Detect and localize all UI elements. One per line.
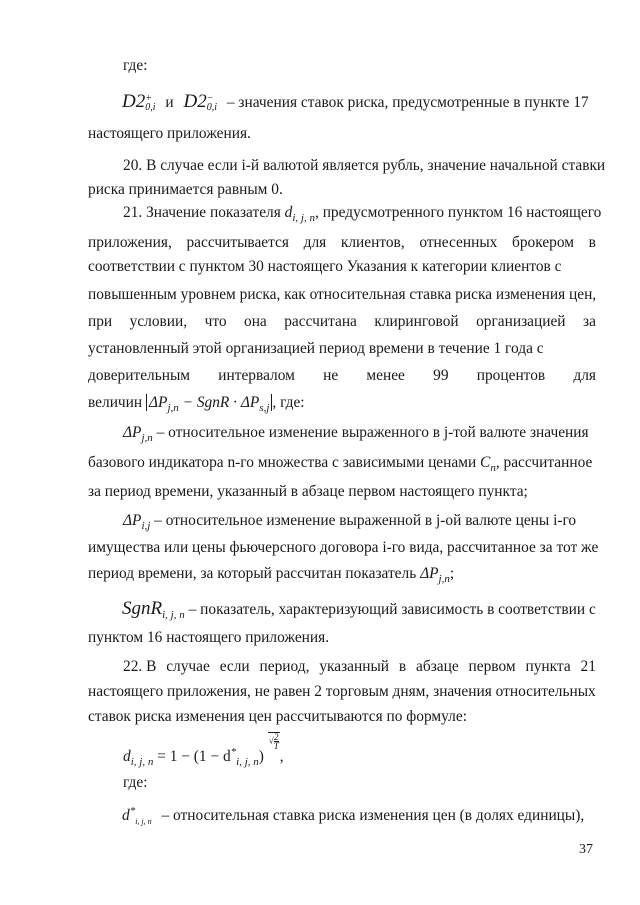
paragraph-line: настоящего приложения. [88,125,251,142]
where-label-2: где: [123,774,148,791]
d-ijn-symbol: $d_{i, j, n}$ [284,204,315,225]
where-label: где: [123,57,148,74]
paragraph-22-line-2: настоящего приложения, не равен 2 торговым дням, значения относительных [88,683,596,700]
paragraph-21-line-7: доверительным интервалом не менее 99 процентов для [88,367,596,384]
and-word: и [165,94,174,111]
delta-p-jn-definition: $\Delta P_{j,n}$ – относительное изменение выраженного в j-той валюте значения [123,424,589,445]
delta-p-ij-definition-line-2: имущества или цены фьючерсного договора i-го вида, рассчитанное за тот же [88,539,599,556]
paragraph-21-line-3: соответствии с пунктом 30 настоящего Указания к категории клиентов с [88,258,562,275]
paragraph-22-line-3: ставок риска изменения цен рассчитываются по формуле: [88,708,467,725]
delta-p-ij-symbol: $\Delta P_{i,j}$ [123,512,151,533]
delta-p-ij-definition: $\Delta P_{i,j}$ – относительное изменение выраженной в j-ой валюте цены i-го [123,512,577,533]
sgnr-symbol: SgnR [122,598,163,619]
sgnr-definition-line-2: пунктом 16 настоящего приложения. [88,629,330,646]
paragraph-21-line-8: величин $\Delta P_{j,n}$ − SgnR · $\Delta P_{s,j}$ , где: [88,394,305,415]
paragraph-21-line-1: 21. Значение показателя $d_{i, j, n}$, предусмотренного пунктом 16 настоящего [123,204,602,225]
paragraph-21-line-6: установленный этой организацией период времени в течение 1 года с [88,340,544,357]
abs-expression: $\Delta P_{j,n}$ − SgnR · $\Delta P_{s,j}$ [146,394,272,411]
delta-p-jn-symbol: $\Delta P_{j,n}$ [123,424,153,445]
d2-minus-symbol: D2 [183,91,207,112]
delta-p-jn-symbol-2: $\Delta P_{j,n}$ [420,565,450,586]
page-number: 37 [579,842,593,857]
paragraph-20-line-2: риска принимается равным 0. [88,181,283,198]
paragraph-20-line-1: 20. В случае если i-й валютой является рубль, значение начальной ставки [123,157,606,174]
paragraph-21-line-4: повышенным уровнем риска, как относительная ставка риска изменения цен, [88,286,597,303]
delta-p-ij-definition-line-3: период времени, за который рассчитан показатель $\Delta P_{j,n}$; [88,565,455,586]
d2-definition-line: D2 + 0,i и D2 − 0,i – значения ставок риска, предусмотренные в пункте 17 [122,91,589,114]
paragraph-22-line-1: 22. В случае если период, указанный в абзаце первом пункта 21 [123,658,596,675]
sgnr-definition: SgnR$_{i, j, n}$ – показатель, характеризующий зависимость в соответствии с [122,598,596,622]
paragraph-21-line-2: приложения, рассчитывается для клиентов, отнесенных брокером в [88,234,596,251]
formula: $d_{i, j, n} = 1 - (1 - d^*_{i, j, n})$ √ $\frac{2}{T}$ , [123,732,284,769]
dstar-symbol: $d^*_{i, j, n}$ [122,805,152,827]
delta-p-jn-definition-line-3: за период времени, указанный в абзаце первом настоящего пункта; [88,483,528,500]
dstar-definition: $d^*_{i, j, n}$ – относительная ставка риска изменения цен (в долях единицы), [122,805,585,827]
d2-plus-symbol: D2 [122,91,146,112]
d2-definition-text: – значения ставок риска, предусмотренные в пункте 17 [226,94,589,111]
paragraph-21-line-5: при условии, что она рассчитана клиринговой организацией за [88,313,596,330]
c-n-symbol: $C_n$ [480,454,496,475]
delta-p-jn-definition-line-2: базового индикатора n-го множества с зависимыми ценами $C_n$, рассчитанное [88,454,593,475]
